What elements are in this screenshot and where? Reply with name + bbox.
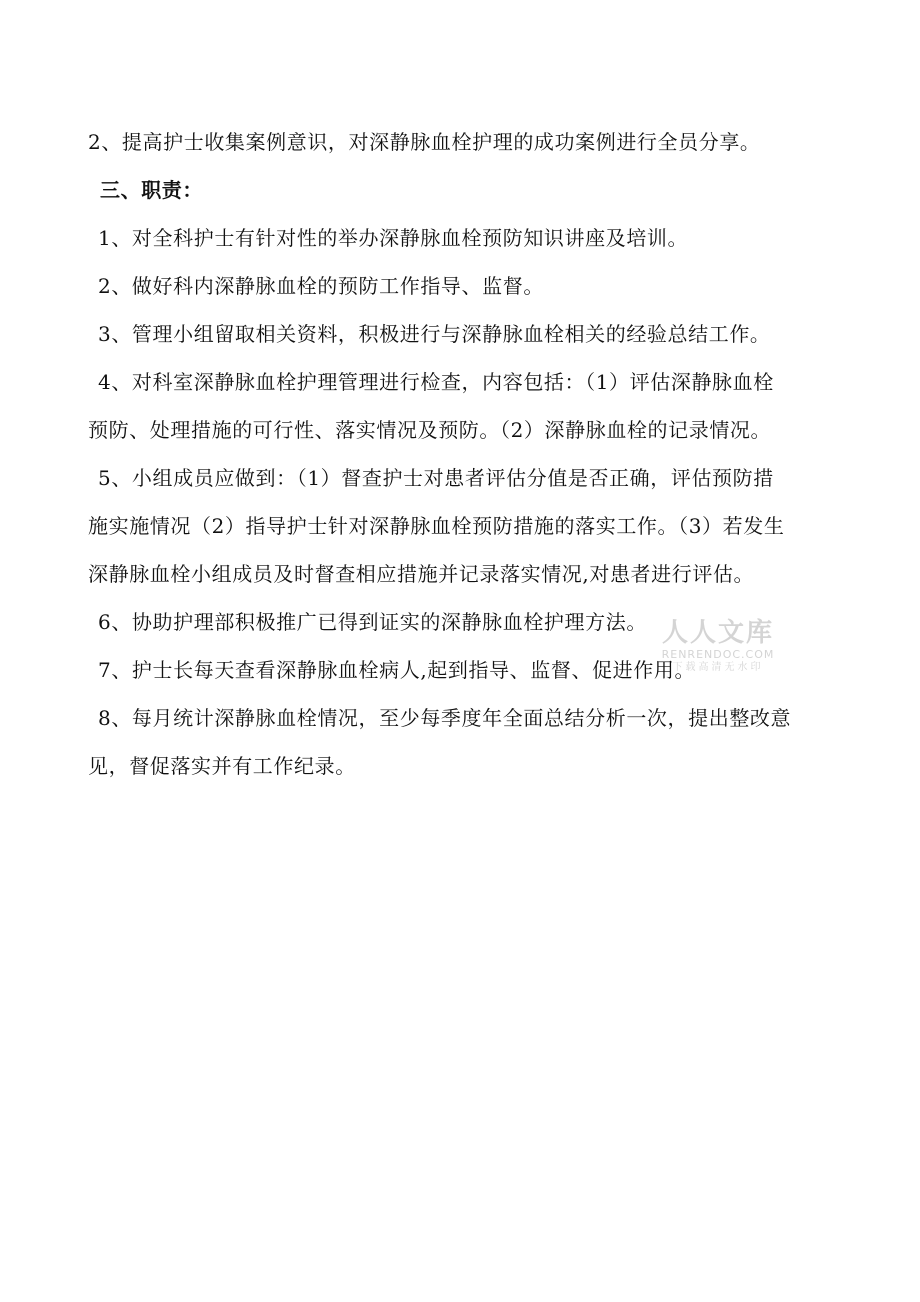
section-heading: 三、职责： bbox=[100, 178, 203, 202]
paragraph-line: 施实施情况（2）指导护士针对深静脉血栓预防措施的落实工作。（3）若发生 bbox=[88, 514, 785, 538]
paragraph-line: 深静脉血栓小组成员及时督查相应措施并记录落实情况,对患者进行评估。 bbox=[88, 562, 755, 586]
watermark-logo: 人人文库 bbox=[661, 618, 774, 648]
paragraph-line: 预防、处理措施的可行性、落实情况及预防。（2）深静脉血栓的记录情况。 bbox=[88, 418, 772, 442]
paragraph-line: 见，督促落实并有工作纪录。 bbox=[88, 754, 356, 778]
paragraph-line: 7、护士长每天查看深静脉血栓病人,起到指导、监督、促进作用。 bbox=[98, 658, 696, 682]
watermark-url: RENRENDOC.COM bbox=[661, 648, 775, 661]
paragraph-line: 3、管理小组留取相关资料，积极进行与深静脉血栓相关的经验总结工作。 bbox=[98, 322, 771, 346]
paragraph-line: 5、小组成员应做到：（1）督查护士对患者评估分值是否正确，评估预防措 bbox=[98, 466, 774, 490]
paragraph-line: 2、提高护士收集案例意识，对深静脉血栓护理的成功案例进行全员分享。 bbox=[88, 130, 761, 154]
paragraph-line: 1、对全科护士有针对性的举办深静脉血栓预防知识讲座及培训。 bbox=[98, 226, 689, 250]
paragraph-line: 2、做好科内深静脉血栓的预防工作指导、监督。 bbox=[98, 274, 544, 298]
document-body bbox=[88, 118, 838, 790]
watermark-tagline: 下载高清无水印 bbox=[672, 662, 764, 673]
paragraph-line: 4、对科室深静脉血栓护理管理进行检查，内容包括：（1）评估深静脉血栓 bbox=[98, 370, 774, 394]
paragraph-line: 6、协助护理部积极推广已得到证实的深静脉血栓护理方法。 bbox=[98, 610, 647, 634]
paragraph-line: 8、每月统计深静脉血栓情况，至少每季度年全面总结分析一次，提出整改意 bbox=[98, 706, 792, 730]
